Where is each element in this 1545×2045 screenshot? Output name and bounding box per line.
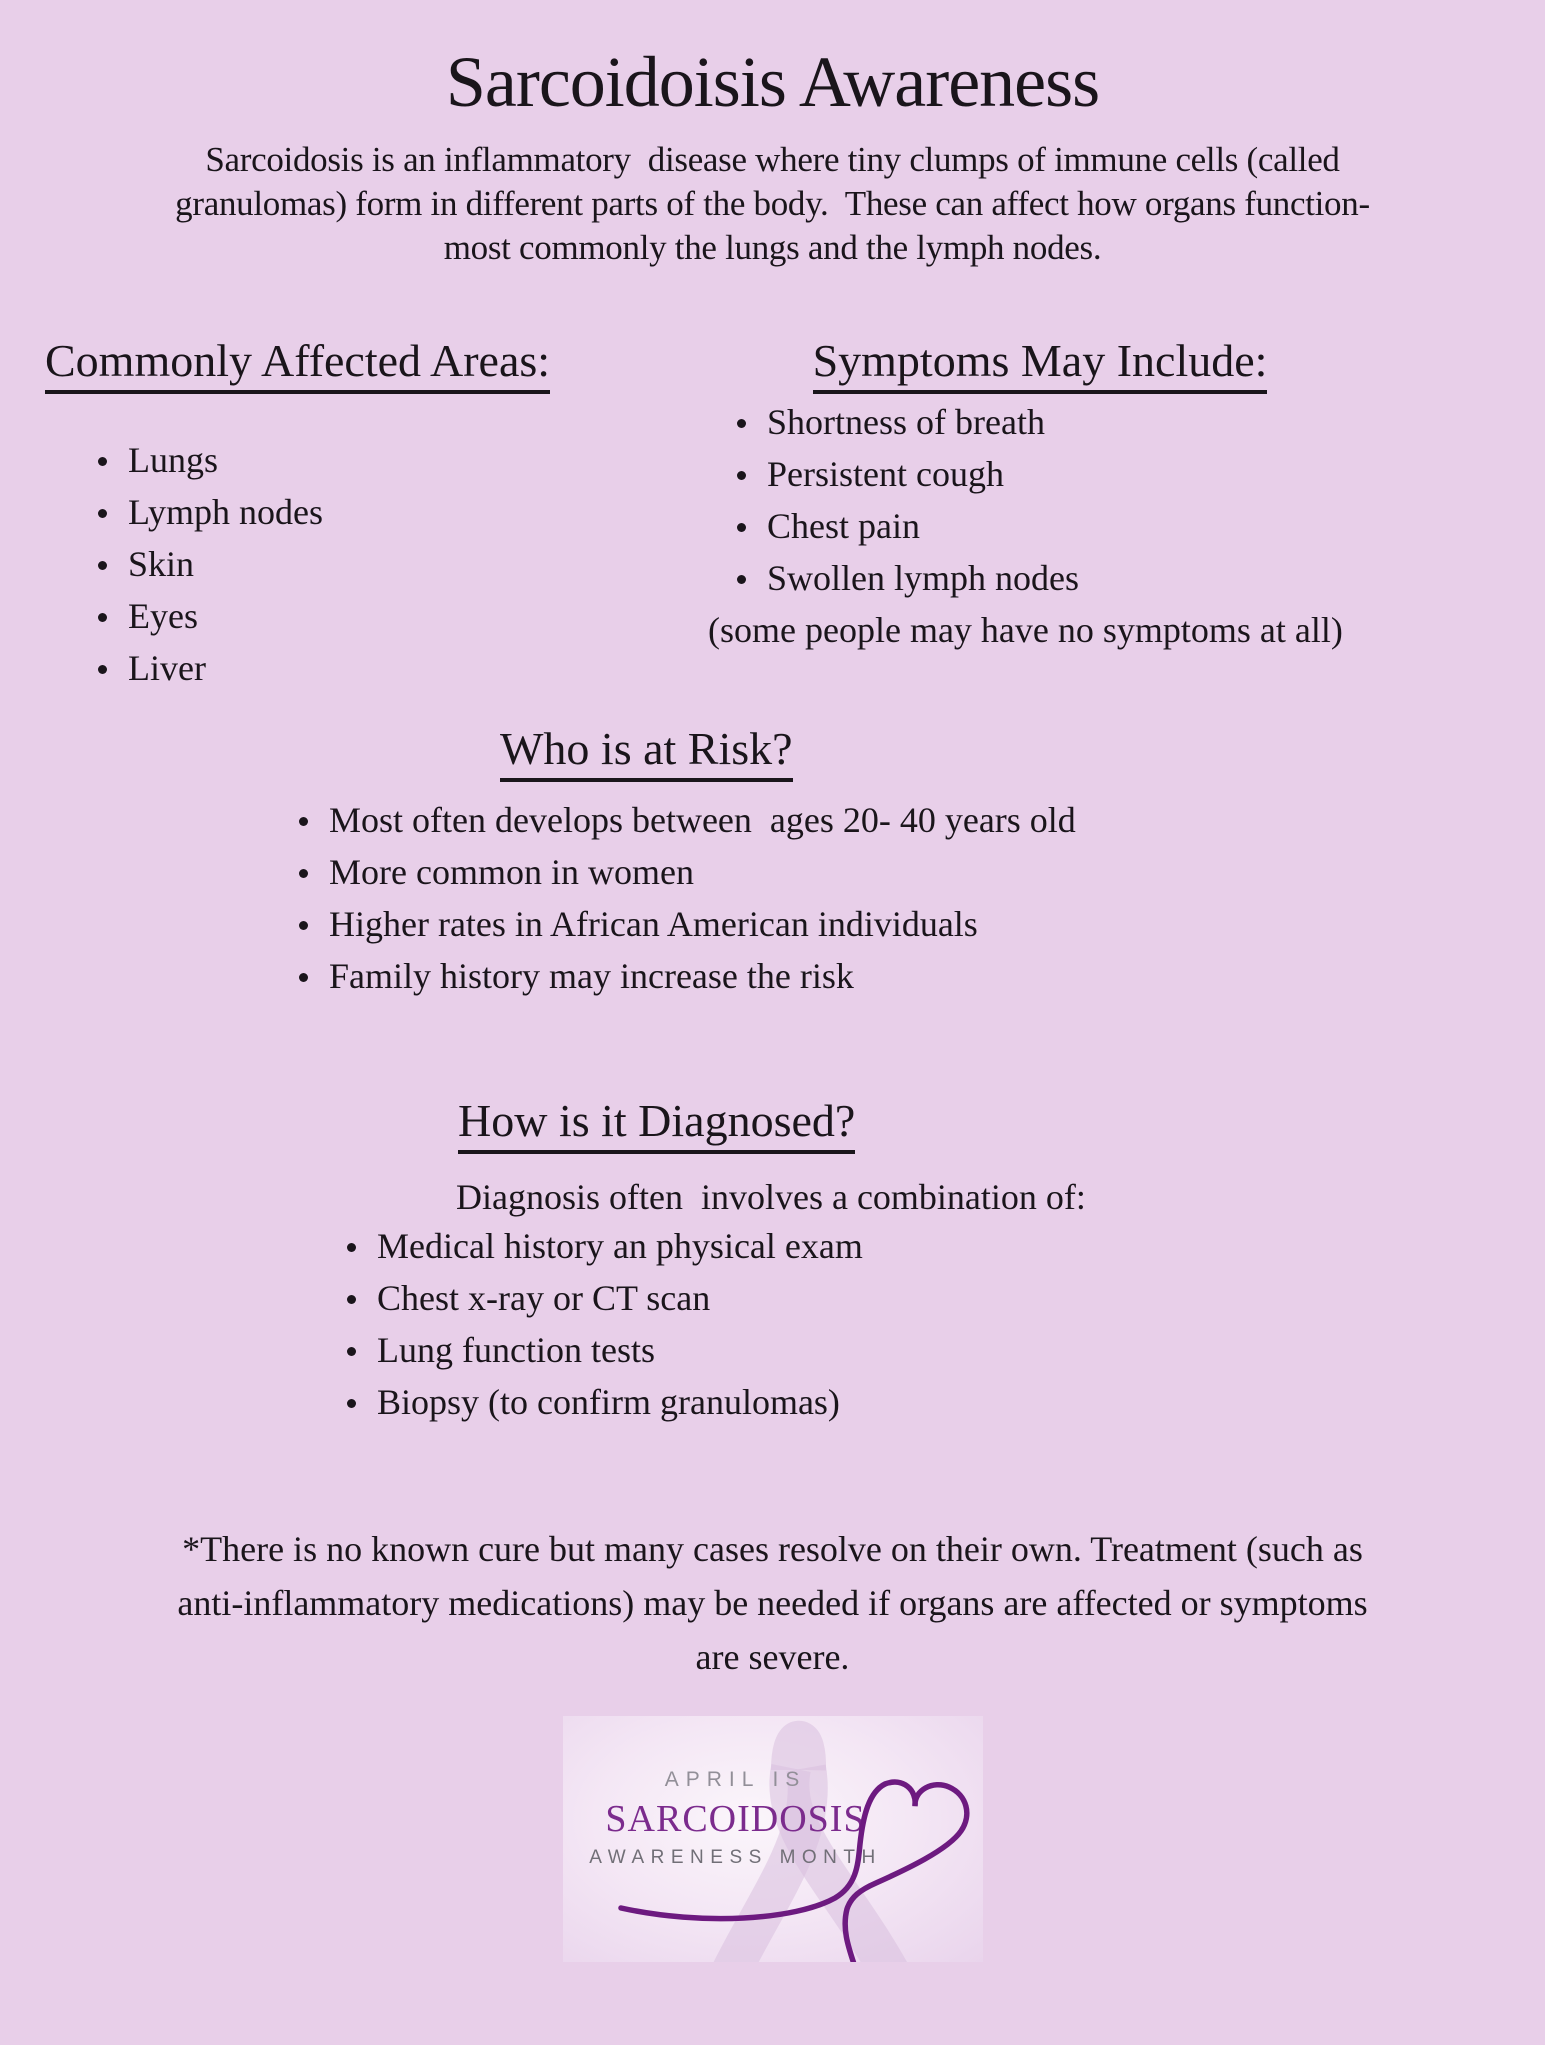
list-item-label: Biopsy (to confirm granulomas) [377,1382,840,1422]
list-item-label: Shortness of breath [767,402,1045,442]
list-item-label: Lymph nodes [128,492,323,532]
list-item-label: Higher rates in African American individuals [329,904,978,944]
bullet-icon [98,613,107,622]
footnote-line: *There is no known cure but many cases resolve on their own. Treatment (such as [182,1529,1363,1569]
list-item-label: Family history may increase the risk [329,956,854,996]
diagnosis-list [347,1220,1545,1428]
bullet-icon [98,509,107,518]
intro-line: most commonly the lungs and the lymph nodes. [443,228,1102,267]
list-item-label: Chest pain [767,506,920,546]
two-column-section [0,334,1545,694]
list-item [347,1272,1545,1324]
list-item-label: Lungs [128,440,218,480]
symptoms-note: (some people may have no symptoms at all) [708,610,1343,650]
list-item [737,448,1400,500]
bullet-icon [299,817,308,826]
affected-areas-heading-text: Commonly Affected Areas: [45,334,550,394]
symptoms-heading [680,334,1400,394]
list-item [347,1220,1545,1272]
list-item [98,642,680,694]
logo-sarcoidosis-label: SARCOIDOSIS [605,1798,866,1840]
list-item [98,486,680,538]
footnote [0,1522,1545,1684]
list-item-label: Lung function tests [377,1330,655,1370]
list-item [299,846,1545,898]
logo-awareness-month-label: AWARENESS MONTH [589,1846,882,1868]
intro-paragraph [0,138,1545,270]
bullet-icon [98,457,107,466]
symptoms-list [737,396,1400,604]
bullet-icon [347,1295,356,1304]
list-item [737,396,1400,448]
bullet-icon [347,1347,356,1356]
awareness-month-logo [563,1716,983,1962]
affected-areas-column [0,334,680,694]
bullet-icon [299,921,308,930]
list-item-label: More common in women [329,852,694,892]
bullet-icon [347,1399,356,1408]
list-item-label: Persistent cough [767,454,1004,494]
footnote-line: anti-inflammatory medications) may be needed if organs are affected or symptoms [177,1583,1368,1623]
risk-heading-text: Who is at Risk? [500,722,793,782]
page-title: Sarcoidoisis Awareness [445,42,1100,122]
symptoms-heading-text: Symptoms May Include: [813,334,1268,394]
bullet-icon [737,419,746,428]
list-item [347,1324,1545,1376]
list-item [737,500,1400,552]
diagnosis-lead: Diagnosis often involves a combination of: [456,1177,1086,1217]
risk-list [299,794,1545,1002]
bullet-icon [347,1243,356,1252]
list-item [98,538,680,590]
risk-heading [500,722,793,782]
bullet-icon [737,471,746,480]
list-item-label: Chest x-ray or CT scan [377,1278,711,1318]
list-item [98,434,680,486]
list-item-label: Eyes [128,596,198,636]
bullet-icon [737,523,746,532]
list-item [299,950,1545,1002]
list-item [737,552,1400,604]
list-item [299,794,1545,846]
bullet-icon [299,973,308,982]
intro-line: Sarcoidosis is an inflammatory disease where tiny clumps of immune cells (called [205,140,1340,179]
list-item-label: Medical history an physical exam [377,1226,863,1266]
bullet-icon [299,869,308,878]
diagnosis-heading [458,1094,855,1154]
list-item [347,1376,1545,1428]
list-item-label: Liver [128,648,206,688]
list-item-label: Most often develops between ages 20- 40 years old [329,800,1076,840]
affected-areas-list [98,434,680,694]
footnote-line: are severe. [695,1637,850,1677]
list-item-label: Skin [128,544,195,584]
symptoms-column [680,334,1400,694]
heart-ribbon-icon [563,1716,983,1962]
bullet-icon [98,561,107,570]
bullet-icon [98,665,107,674]
list-item-label: Swollen lymph nodes [767,558,1079,598]
diagnosis-heading-text: How is it Diagnosed? [458,1094,855,1154]
logo-april-is-label: APRIL IS [664,1768,807,1791]
affected-areas-heading [45,334,680,394]
bullet-icon [737,575,746,584]
intro-line: granulomas) form in different parts of the body. These can affect how organs function- [175,184,1370,223]
list-item [98,590,680,642]
list-item [299,898,1545,950]
